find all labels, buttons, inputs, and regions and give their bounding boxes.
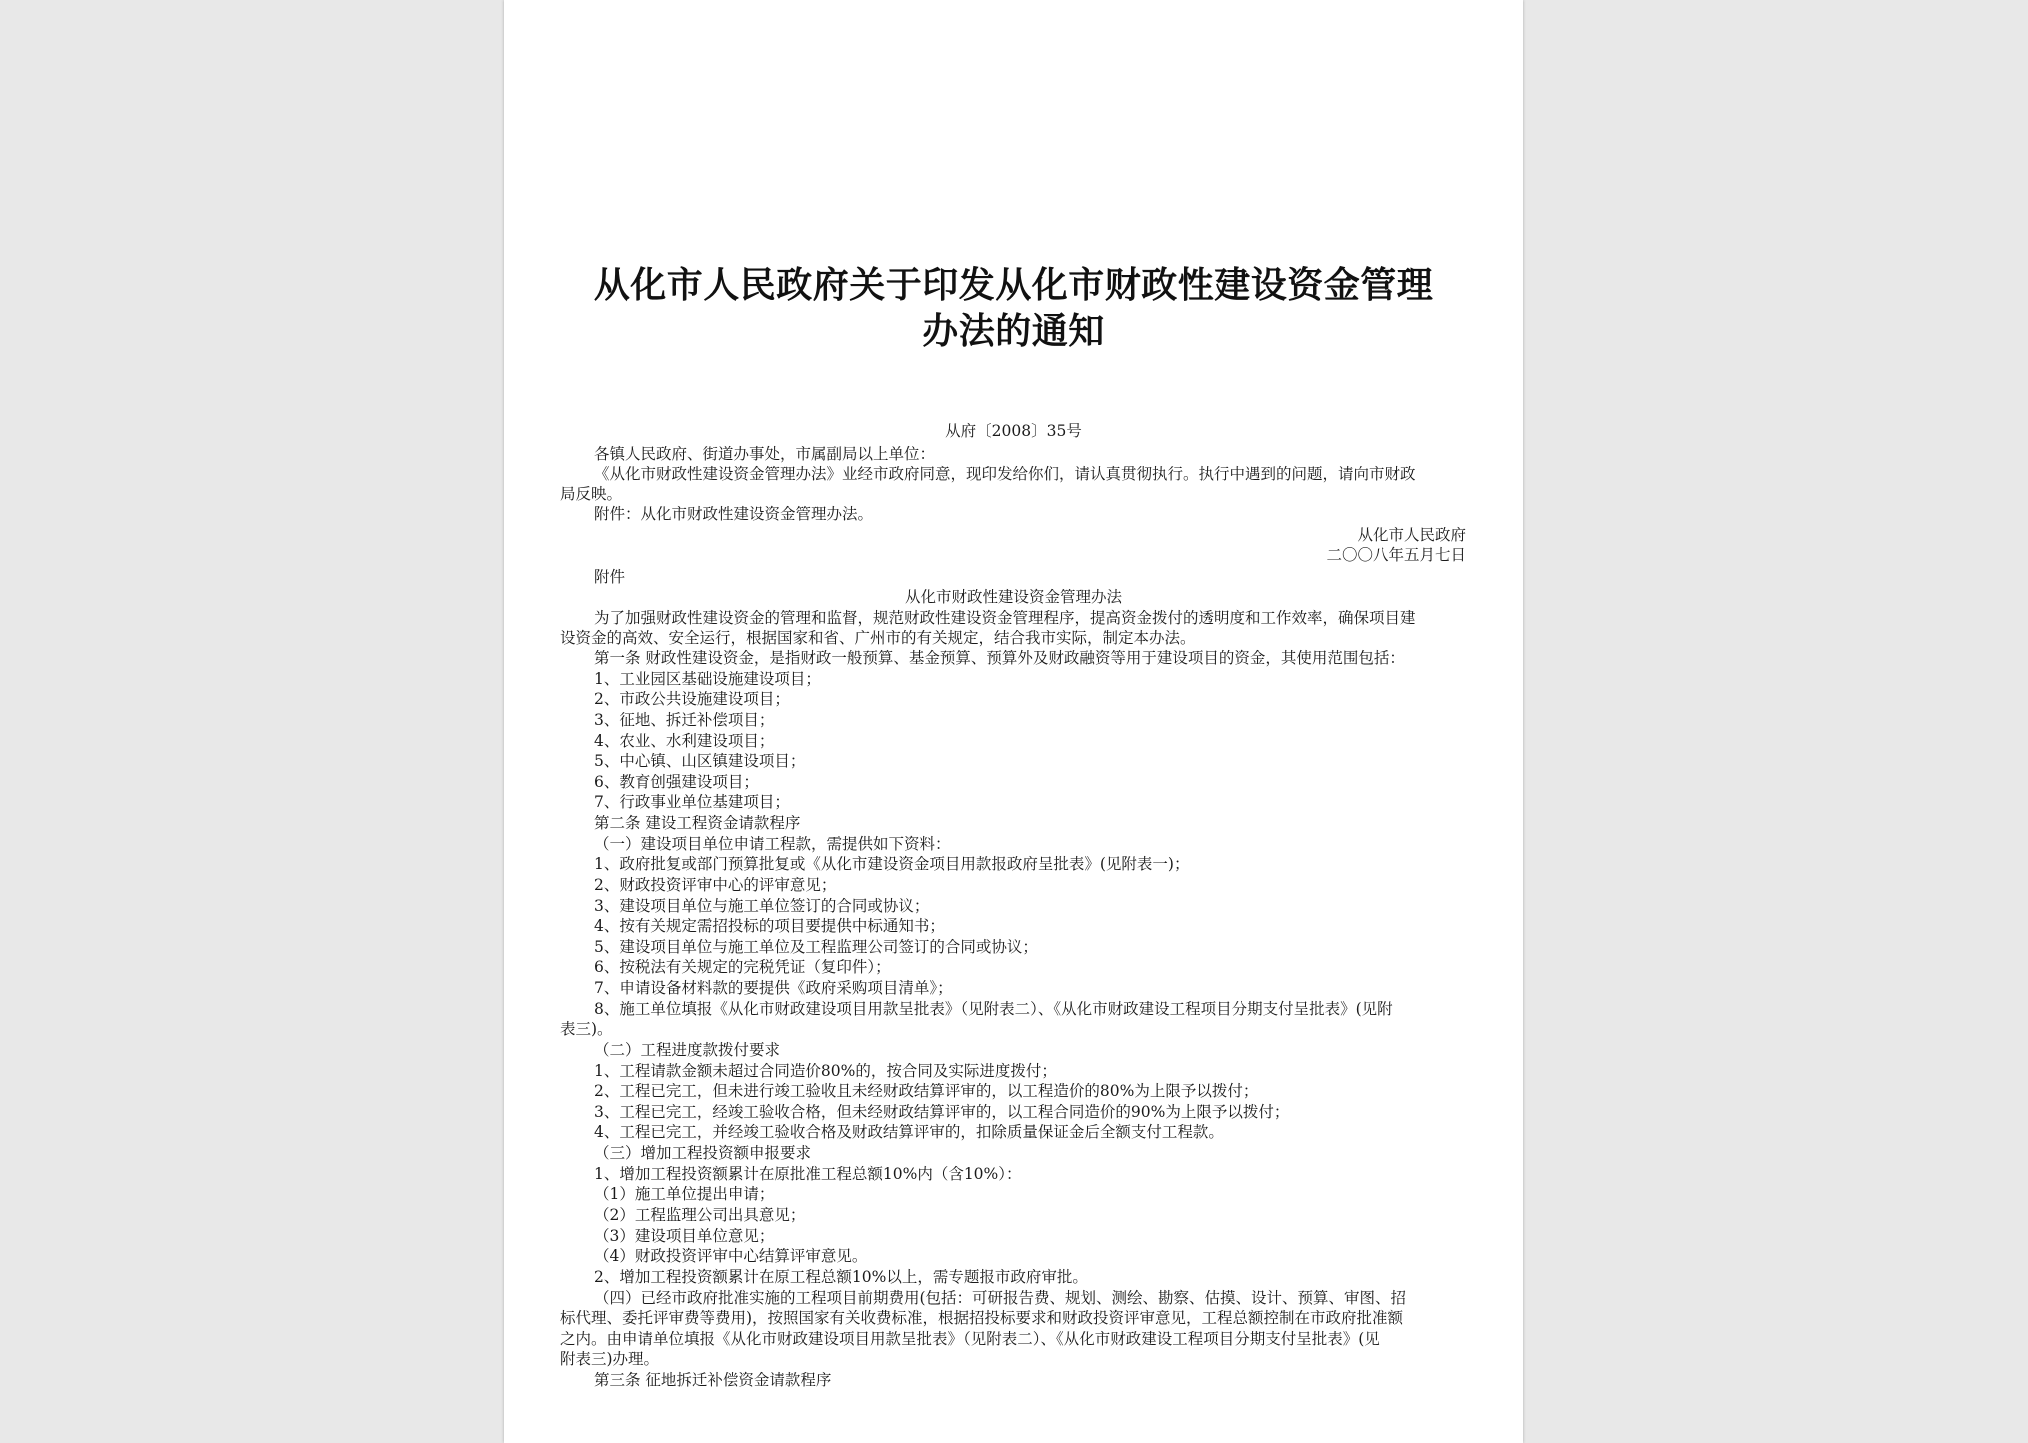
list-item: 6、按税法有关规定的完税凭证（复印件）； [594,958,891,976]
section-heading: （三）增加工程投资额申报要求 [594,1144,812,1162]
body-line: 标代理、委托评审费等费用)，按照国家有关收费标准，根据招投标要求和财政投资评审意见，工程总额控制在市政府批准额 [560,1309,1404,1327]
list-item: 4、按有关规定需招投标的项目要提供中标通知书； [594,917,945,935]
body-line: 设资金的高效、安全运行，根据国家和省、广州市的有关规定，结合我市实际，制定本办法。 [560,629,1196,647]
body-line: 为了加强财政性建设资金的管理和监督，规范财政性建设资金管理程序，提高资金拨付的透明度和工作效率，确保项目建 [594,609,1416,627]
list-item: （3）建设项目单位意见； [594,1227,775,1245]
attachment-label: 附件 [594,568,626,586]
list-item: 1、政府批复或部门预算批复或《从化市建设资金项目用款报政府呈批表》(见附表一)； [594,855,1190,873]
addressee-line: 各镇人民政府、街道办事处，市属副局以上单位： [594,445,936,463]
list-item: 3、工程已完工，经竣工验收合格，但未经财政结算评审的，以工程合同造价的90%为上限予以拨付； [594,1103,1290,1121]
document-title [574,262,1453,354]
title-line-1: 从化市人民政府关于印发从化市财政性建设资金管理 [593,264,1434,306]
list-item: 8、施工单位填报《从化市财政建设项目用款呈批表》（见附表二）、《从化市财政建设工程项目分期支付呈批表》(见附 [594,1000,1393,1018]
list-item: 2、增加工程投资额累计在原工程总额10%以上，需专题报市政府审批。 [594,1268,1088,1286]
signature-issuer: 从化市人民政府 [1357,526,1466,544]
list-item: 1、工程请款金额未超过合同造价80%的，按合同及实际进度拨付； [594,1062,1057,1080]
list-item: 3、征地、拆迁补偿项目； [594,711,775,729]
list-item: 3、建设项目单位与施工单位签订的合同或协议； [594,897,930,915]
list-item: 5、建设项目单位与施工单位及工程监理公司签订的合同或协议； [594,938,1038,956]
body-line: 局反映。 [560,485,623,503]
list-item: （4）财政投资评审中心结算评审意见。 [594,1247,868,1265]
list-item: 4、农业、水利建设项目； [594,732,775,750]
list-item: 1、增加工程投资额累计在原批准工程总额10%内（含10%）： [594,1165,1022,1183]
list-item: 6、教育创强建设项目； [594,773,759,791]
list-item: 4、工程已完工，并经竣工验收合格及财政结算评审的，扣除质量保证金后全额支付工程款。 [594,1123,1224,1141]
list-item: 5、中心镇、山区镇建设项目； [594,752,806,770]
list-item: 表三)。 [560,1020,613,1038]
article-1: 第一条 财政性建设资金，是指财政一般预算、基金预算、预算外及财政融资等用于建设项目的资金，其使用范围包括： [594,649,1405,667]
body-line: 之内。由申请单位填报《从化市财政建设项目用款呈批表》（见附表二）、《从化市财政建设工程项目分期支付呈批表》(见 [560,1330,1380,1348]
body-line: （四）已经市政府批准实施的工程项目前期费用(包括：可研报告费、规划、测绘、勘察、估摸、设计、预算、审图、招 [594,1289,1407,1307]
list-item: 1、工业园区基础设施建设项目； [594,670,821,688]
attachment-title: 从化市财政性建设资金管理办法 [904,588,1122,606]
article-3: 第三条 征地拆迁补偿资金请款程序 [594,1371,832,1389]
list-item: 2、市政公共设施建设项目； [594,690,790,708]
list-item: 7、申请设备材料款的要提供《政府采购项目清单》； [594,979,953,997]
document-number: 从府〔2008〕35号 [945,422,1082,440]
list-item: 2、工程已完工，但未进行竣工验收且未经财政结算评审的，以工程造价的80%为上限予以拨付； [594,1082,1259,1100]
list-item: 7、行政事业单位基建项目； [594,793,790,811]
attachment-note: 附件：从化市财政性建设资金管理办法。 [594,505,874,523]
section-heading: （一）建设项目单位申请工程款，需提供如下资料： [594,835,951,853]
article-2: 第二条 建设工程资金请款程序 [594,814,801,832]
title-line-2: 办法的通知 [922,310,1105,352]
section-heading: （二）工程进度款拨付要求 [594,1041,781,1059]
body-line: 附表三)办理。 [560,1350,660,1368]
signature-date: 二〇〇八年五月七日 [1326,546,1466,564]
body-line: 《从化市财政性建设资金管理办法》业经市政府同意，现印发给你们，请认真贯彻执行。执行中遇到的问题，请向市财政 [594,465,1416,483]
document-page [504,0,1523,1443]
list-item: （1）施工单位提出申请； [594,1185,775,1203]
list-item: （2）工程监理公司出具意见； [594,1206,806,1224]
list-item: 2、财政投资评审中心的评审意见； [594,876,837,894]
